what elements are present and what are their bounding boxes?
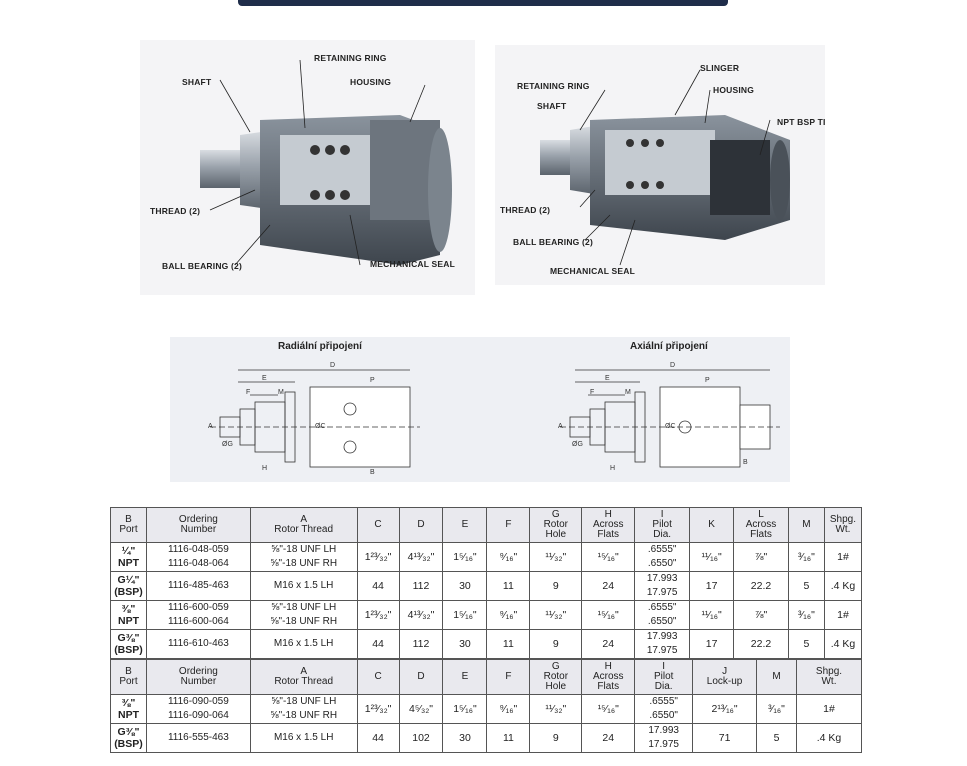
cell-m: ³⁄₁₆" bbox=[757, 695, 797, 724]
dim-label-g: ØG bbox=[222, 441, 233, 448]
cell-ordering: 1116-090-059 1116-090-064 bbox=[146, 695, 250, 724]
cell-c: 1²³⁄₃₂" bbox=[357, 543, 399, 572]
cell-i: .6555" .6550" bbox=[635, 695, 693, 724]
table-header-row bbox=[111, 660, 862, 695]
dim-label-h-axial: H bbox=[610, 465, 616, 472]
cell-f: 11 bbox=[487, 724, 530, 753]
technical-drawing bbox=[170, 337, 790, 482]
cell-ordering: 1116-610-463 bbox=[146, 630, 250, 659]
cell-j: 2¹³⁄₁₆" bbox=[693, 695, 757, 724]
dim-label-p: P bbox=[370, 377, 375, 384]
dim-label-p-axial: P bbox=[705, 377, 710, 384]
cell-e: 1⁵⁄₁₆" bbox=[443, 543, 487, 572]
cell-rotor: ⅝"-18 UNF LH ⅝"-18 UNF RH bbox=[250, 695, 357, 724]
cell-h: 24 bbox=[582, 572, 635, 601]
header-rotor: A Rotor Thread bbox=[250, 660, 357, 695]
dim-label-f: F bbox=[246, 389, 251, 396]
label-thread: THREAD (2) bbox=[500, 205, 551, 215]
cell-e: 1⁵⁄₁₆" bbox=[443, 601, 487, 630]
cell-g: 9 bbox=[530, 572, 582, 601]
cell-l: ⅞" bbox=[734, 601, 789, 630]
cell-e: 30 bbox=[443, 572, 487, 601]
cell-i: 17.993 17.975 bbox=[635, 572, 690, 601]
header-g: G Rotor Hole bbox=[530, 660, 582, 695]
label-npt-bsp: NPT BSP TI bbox=[777, 117, 826, 127]
cell-port: G⅜" (BSP) bbox=[111, 724, 147, 753]
cutaway-photo-right bbox=[495, 45, 825, 285]
table-row bbox=[111, 572, 862, 601]
label-housing: HOUSING bbox=[713, 85, 755, 95]
header-port: B Port bbox=[111, 508, 147, 543]
header-ordering: Ordering Number bbox=[146, 660, 250, 695]
header-i: I Pilot Dia. bbox=[635, 660, 693, 695]
drawing-title-radial: Radiální připojení bbox=[278, 341, 362, 352]
header-wt: Shpg. Wt. bbox=[824, 508, 861, 543]
cell-port: ⅜" NPT bbox=[111, 695, 147, 724]
cell-h: ¹⁵⁄₁₆" bbox=[582, 543, 635, 572]
cell-i: 17.993 17.975 bbox=[635, 724, 693, 753]
header-g: G Rotor Hole bbox=[530, 508, 582, 543]
header-d: D bbox=[399, 660, 443, 695]
cell-port: G⅜" (BSP) bbox=[111, 630, 147, 659]
cell-i: 17.993 17.975 bbox=[635, 630, 690, 659]
header-port: B Port bbox=[111, 660, 147, 695]
cell-i: .6555" .6550" bbox=[635, 601, 690, 630]
table-row bbox=[111, 630, 862, 659]
drawing-title-axial: Axiální připojení bbox=[630, 341, 708, 352]
cell-m: ³⁄₁₆" bbox=[788, 543, 824, 572]
label-retaining-ring: RETAINING RING bbox=[517, 81, 590, 91]
dim-label-m-axial: M bbox=[625, 389, 631, 396]
label-ball-bearing: BALL BEARING (2) bbox=[513, 237, 594, 247]
cell-port: G¼" (BSP) bbox=[111, 572, 147, 601]
dim-label-d-axial: D bbox=[670, 362, 676, 369]
cell-port: ⅜" NPT bbox=[111, 601, 147, 630]
cell-l: 22.2 bbox=[734, 630, 789, 659]
cell-h: ¹⁵⁄₁₆" bbox=[582, 601, 635, 630]
header-f: F bbox=[487, 660, 530, 695]
cell-d: 4⁵⁄₃₂" bbox=[399, 695, 443, 724]
cell-h: 24 bbox=[582, 724, 635, 753]
dim-label-c-axial: ØC bbox=[665, 423, 676, 430]
cell-wt: 1# bbox=[824, 601, 861, 630]
cell-c: 44 bbox=[357, 572, 399, 601]
header-k: K bbox=[690, 508, 734, 543]
header-e: E bbox=[443, 660, 487, 695]
cell-g: ¹¹⁄₃₂" bbox=[530, 543, 582, 572]
cell-m: 5 bbox=[757, 724, 797, 753]
cell-i: .6555" .6550" bbox=[635, 543, 690, 572]
table-row bbox=[111, 724, 862, 753]
dimension-drawing bbox=[170, 337, 790, 482]
cell-j: 71 bbox=[693, 724, 757, 753]
cell-wt: 1# bbox=[824, 543, 861, 572]
header-rotor: A Rotor Thread bbox=[250, 508, 357, 543]
cell-wt: .4 Kg bbox=[796, 724, 861, 753]
cell-rotor: ⅝"-18 UNF LH ⅝"-18 UNF RH bbox=[250, 543, 357, 572]
cell-l: ⅞" bbox=[734, 543, 789, 572]
table-row bbox=[111, 601, 862, 630]
cell-e: 1⁵⁄₁₆" bbox=[443, 695, 487, 724]
cell-f: ⁹⁄₁₆" bbox=[487, 695, 530, 724]
header-c: C bbox=[357, 508, 399, 543]
label-shaft: SHAFT bbox=[182, 77, 212, 87]
dim-label-b-axial: B bbox=[743, 459, 748, 466]
cell-k: 17 bbox=[690, 630, 734, 659]
cell-rotor: M16 x 1.5 LH bbox=[250, 572, 357, 601]
cell-m: 5 bbox=[788, 572, 824, 601]
cell-rotor: M16 x 1.5 LH bbox=[250, 630, 357, 659]
header-l: L Across Flats bbox=[734, 508, 789, 543]
cell-f: 11 bbox=[487, 630, 530, 659]
cell-d: 112 bbox=[399, 630, 443, 659]
cutaway-photo-left bbox=[140, 40, 475, 295]
header-h: H Across Flats bbox=[582, 508, 635, 543]
label-thread: THREAD (2) bbox=[150, 206, 201, 216]
cell-k: 17 bbox=[690, 572, 734, 601]
dim-label-e: E bbox=[262, 375, 267, 382]
cell-wt: .4 Kg bbox=[824, 630, 861, 659]
dim-label-h: H bbox=[262, 465, 268, 472]
dim-label-b: B bbox=[370, 469, 375, 476]
header-m: M bbox=[757, 660, 797, 695]
cell-c: 44 bbox=[357, 630, 399, 659]
cell-h: 24 bbox=[582, 630, 635, 659]
cell-ordering: 1116-048-059 1116-048-064 bbox=[146, 543, 250, 572]
label-ball-bearing: BALL BEARING (2) bbox=[162, 261, 243, 271]
header-f: F bbox=[487, 508, 530, 543]
cell-ordering: 1116-485-463 bbox=[146, 572, 250, 601]
header-c: C bbox=[357, 660, 399, 695]
cell-g: ¹¹⁄₃₂" bbox=[530, 695, 582, 724]
cell-d: 102 bbox=[399, 724, 443, 753]
header-ordering: Ordering Number bbox=[146, 508, 250, 543]
header-e: E bbox=[443, 508, 487, 543]
cell-g: ¹¹⁄₃₂" bbox=[530, 601, 582, 630]
dim-label-c: ØC bbox=[315, 423, 326, 430]
cell-ordering: 1116-600-059 1116-600-064 bbox=[146, 601, 250, 630]
dim-label-a-axial: A bbox=[558, 423, 563, 430]
cell-g: 9 bbox=[530, 724, 582, 753]
cell-d: 4¹³⁄₃₂" bbox=[399, 543, 443, 572]
cell-port: ¼" NPT bbox=[111, 543, 147, 572]
dim-label-m: M bbox=[278, 389, 284, 396]
cell-c: 1²³⁄₃₂" bbox=[357, 601, 399, 630]
dim-label-e-axial: E bbox=[605, 375, 610, 382]
label-retaining-ring: RETAINING RING bbox=[314, 53, 387, 63]
cell-h: ¹⁵⁄₁₆" bbox=[582, 695, 635, 724]
header-i: I Pilot Dia. bbox=[635, 508, 690, 543]
cell-f: ⁹⁄₁₆" bbox=[487, 601, 530, 630]
spec-table-2 bbox=[110, 659, 862, 753]
cell-ordering: 1116-555-463 bbox=[146, 724, 250, 753]
cell-c: 1²³⁄₃₂" bbox=[357, 695, 399, 724]
cell-d: 4¹³⁄₃₂" bbox=[399, 601, 443, 630]
cell-e: 30 bbox=[443, 630, 487, 659]
cell-d: 112 bbox=[399, 572, 443, 601]
dim-label-g-axial: ØG bbox=[572, 441, 583, 448]
header-j: J Lock-up bbox=[693, 660, 757, 695]
cell-rotor: M16 x 1.5 LH bbox=[250, 724, 357, 753]
header-wt: Shpg. Wt. bbox=[796, 660, 861, 695]
cell-rotor: ⅝"-18 UNF LH ⅝"-18 UNF RH bbox=[250, 601, 357, 630]
cell-e: 30 bbox=[443, 724, 487, 753]
dim-label-d: D bbox=[330, 362, 336, 369]
table-header-row bbox=[111, 508, 862, 543]
table-row bbox=[111, 543, 862, 572]
cell-k: ¹¹⁄₁₆" bbox=[690, 601, 734, 630]
cell-f: ⁹⁄₁₆" bbox=[487, 543, 530, 572]
label-housing: HOUSING bbox=[350, 77, 392, 87]
header-h: H Across Flats bbox=[582, 660, 635, 695]
cell-g: 9 bbox=[530, 630, 582, 659]
cell-c: 44 bbox=[357, 724, 399, 753]
top-banner-strip bbox=[238, 0, 728, 6]
spec-table-1 bbox=[110, 507, 862, 659]
label-shaft: SHAFT bbox=[537, 101, 567, 111]
dim-label-f-axial: F bbox=[590, 389, 595, 396]
dim-label-a: A bbox=[208, 423, 213, 430]
header-m: M bbox=[788, 508, 824, 543]
cell-wt: .4 Kg bbox=[824, 572, 861, 601]
cell-f: 11 bbox=[487, 572, 530, 601]
header-d: D bbox=[399, 508, 443, 543]
cell-wt: 1# bbox=[796, 695, 861, 724]
cell-m: ³⁄₁₆" bbox=[788, 601, 824, 630]
cell-m: 5 bbox=[788, 630, 824, 659]
table-row bbox=[111, 695, 862, 724]
label-mechanical-seal: MECHANICAL SEAL bbox=[550, 266, 636, 276]
cell-l: 22.2 bbox=[734, 572, 789, 601]
cell-k: ¹¹⁄₁₆" bbox=[690, 543, 734, 572]
label-mechanical-seal: MECHANICAL SEAL bbox=[370, 259, 456, 269]
label-slinger: SLINGER bbox=[700, 63, 740, 73]
